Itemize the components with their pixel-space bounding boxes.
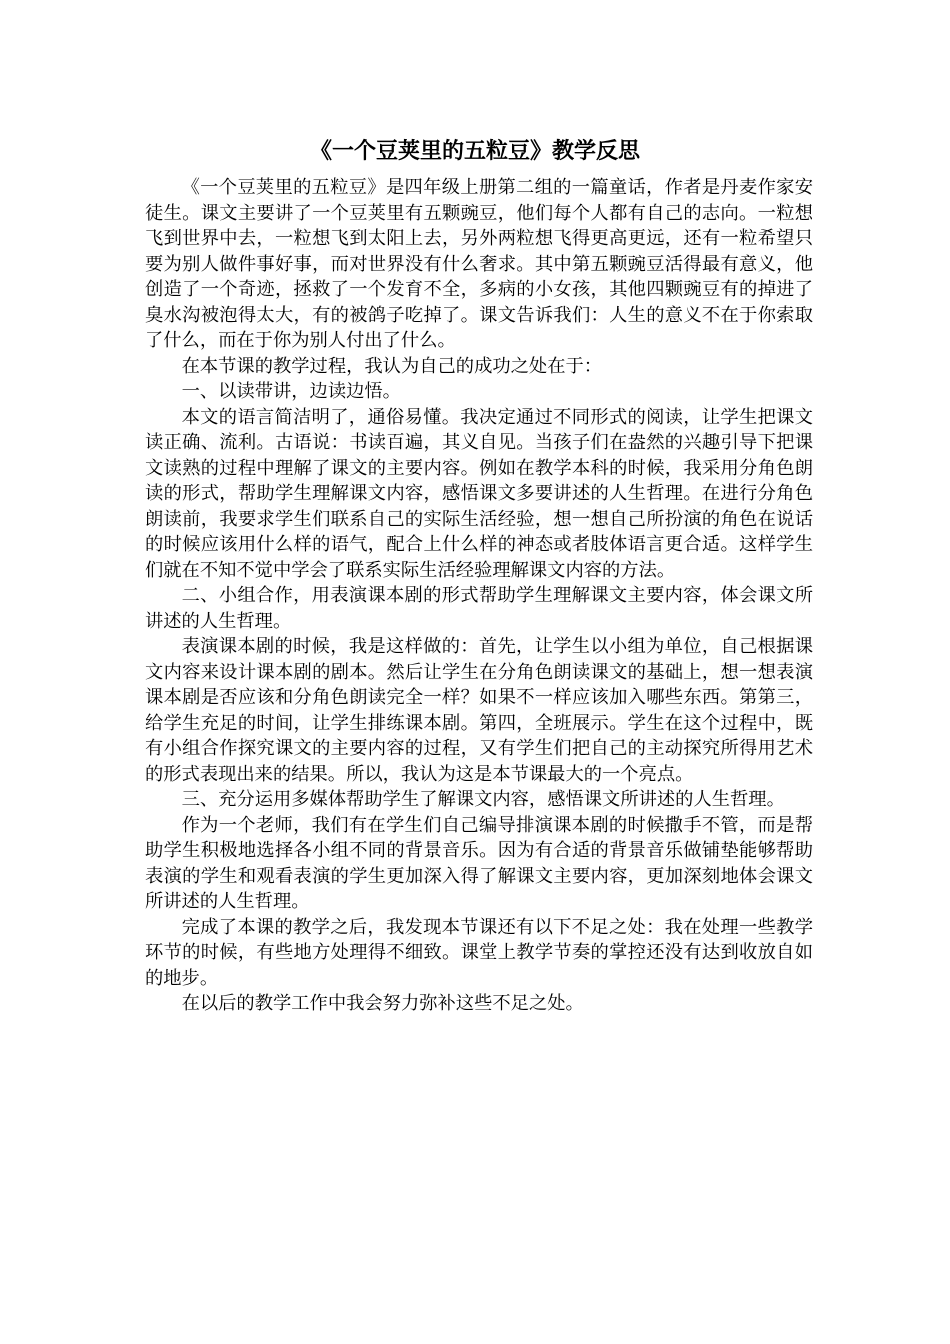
paragraph-point-three: 作为一个老师，我们有在学生们自己编导排演课本剧的时候撒手不管，而是帮助学生积极地选择各小组不同的背景音乐。因为有合适的背景音乐做铺垫能够帮助表演的学生和观看表演的学生更加深入得了解课文主要内容，更加深刻地体会课文所讲述的人生哲理。 [145, 814, 813, 912]
heading-point-three: 三、充分运用多媒体帮助学生了解课文内容，感悟课文所讲述的人生哲理。 [181, 789, 785, 810]
paragraph-intro: 《一个豆荚里的五粒豆》是四年级上册第二组的一篇童话，作者是丹麦作家安徒生。课文主要讲了一个豆荚里有五颗豌豆，他们每个人都有自己的志向。一粒想飞到世界中去，一粒想飞到太阳上去，另外两粒想飞得更高更远，还有一粒希望只要为别人做件事好事，而对世界没有什么奢求。其中第五颗豌豆活得最有意义，他创造了一个奇迹，拯救了一个发育不全，多病的小女孩，其他四颗豌豆有的掉进了臭水沟被泡得太大，有的被鸽子吃掉了。课文告诉我们：人生的意义不在于你索取了什么，而在于你为别人付出了什么。 [145, 177, 813, 351]
paragraph-point-one: 本文的语言简洁明了，通俗易懂。我决定通过不同形式的阅读，让学生把课文读正确、流利。古语说：书读百遍，其义自见。当孩子们在盎然的兴趣引导下把课文读熟的过程中理解了课文的主要内容。例如在教学本科的时候，我采用分角色朗读的形式，帮助学生理解课文内容，感悟课文多要讲述的人生哲理。在进行分角色朗读前，我要求学生们联系自己的实际生活经验，想一想自己所扮演的角色在说话的时候应该用什么样的语气，配合上什么样的神态或者肢体语言更合适。这样学生们就在不知不觉中学会了联系实际生活经验理解课文内容的方法。 [145, 406, 813, 581]
heading-point-two: 二、小组合作，用表演课本剧的形式帮助学生理解课文主要内容，体会课文所讲述的人生哲理。 [145, 585, 813, 632]
paragraph-success-lead: 在本节课的教学过程，我认为自己的成功之处在于： [181, 355, 603, 377]
heading-point-one: 一、以读带讲，边读边悟。 [181, 381, 401, 402]
document-title: 《一个豆荚里的五粒豆》教学反思 [309, 139, 640, 164]
paragraph-point-two: 表演课本剧的时候，我是这样做的：首先，让学生以小组为单位，自己根据课文内容来设计课本剧的剧本。然后让学生在分角色朗读课文的基础上，想一想表演课本剧是否应该和分角色朗读完全一样？如果不一样应该加入哪些东西。第第三，给学生充足的时间，让学生排练课本剧。第四，全班展示。学生在这个过程中，既有小组合作探究课文的主要内容的过程，又有学生们把自己的主动探究所得用艺术的形式表现出来的结果。所以，我认为这是本节课最大的一个亮点。 [145, 636, 813, 785]
document-body [145, 175, 813, 1017]
paragraph-conclusion: 在以后的教学工作中我会努力弥补这些不足之处。 [181, 993, 584, 1014]
paragraph-shortcomings: 完成了本课的教学之后，我发现本节课还有以下不足之处：我在处理一些教学环节的时候，有些地方处理得不细致。课堂上教学节奏的掌控还没有达到收放自如的地步。 [145, 916, 813, 989]
